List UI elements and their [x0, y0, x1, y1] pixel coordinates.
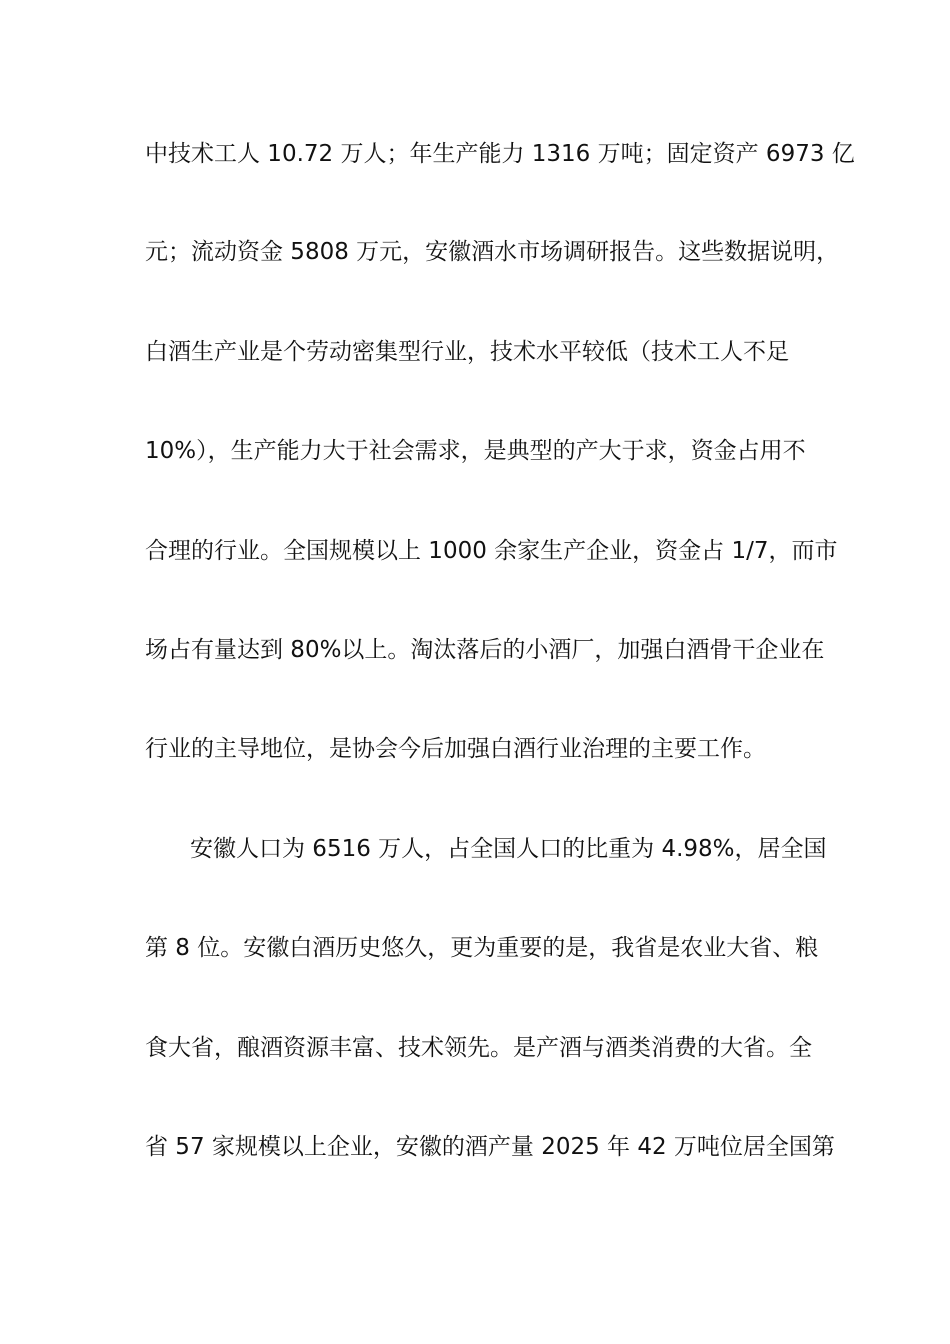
paragraph-line: 省 57 家规模以上企业，安徽的酒产量 2025 年 42 万吨位居全国第: [145, 1134, 835, 1160]
paragraph-line: 合理的行业。全国规模以上 1000 余家生产企业，资金占 1/7，而市: [145, 538, 838, 564]
paragraph-line: 元；流动资金 5808 万元，安徽酒水市场调研报告。这些数据说明，: [145, 239, 840, 265]
paragraph-line: 行业的主导地位，是协会今后加强白酒行业治理的主要工作。: [145, 736, 766, 762]
paragraph-line: 白酒生产业是个劳动密集型行业，技术水平较低（技术工人不足: [145, 339, 789, 365]
paragraph-line: 10%），生产能力大于社会需求，是典型的产大于求，资金占用不: [145, 438, 806, 464]
paragraph-line: 第 8 位。安徽白酒历史悠久，更为重要的是，我省是农业大省、粮: [145, 935, 819, 961]
paragraph-start-line: 安徽人口为 6516 万人，占全国人口的比重为 4.98%，居全国: [190, 836, 827, 862]
paragraph-line: 场占有量达到 80%以上。淘汰落后的小酒厂，加强白酒骨干企业在: [145, 637, 825, 663]
paragraph-line: 食大省，酿酒资源丰富、技术领先。是产酒与酒类消费的大省。全: [145, 1035, 812, 1061]
paragraph-line: 中技术工人 10.72 万人；年生产能力 1316 万吨；固定资产 6973 亿: [145, 141, 855, 167]
